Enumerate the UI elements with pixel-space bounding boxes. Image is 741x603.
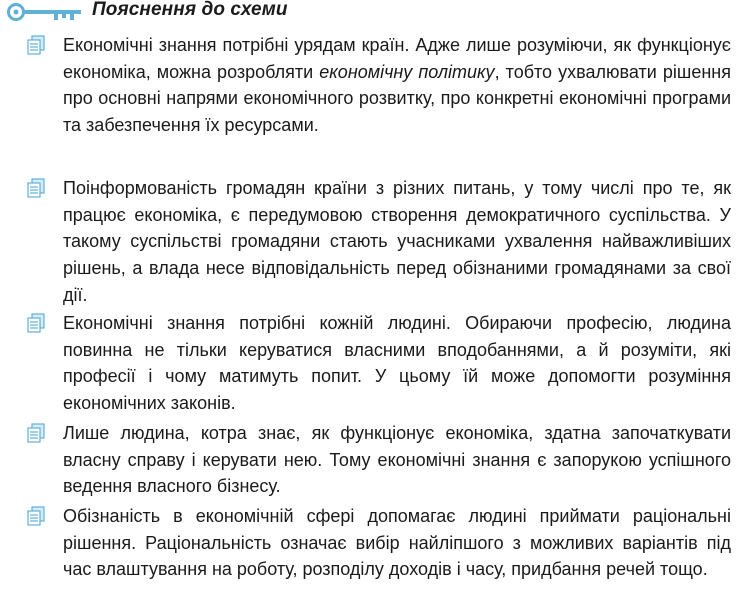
document-stack-icon (26, 423, 46, 443)
item-text-start: Економічні знання потрібні урядам країн. Адже лише розуміючи, як функціонує економіка, можна розробляти (63, 35, 731, 82)
term-economic-policy: економічну політику (319, 61, 495, 82)
section-header (0, 0, 741, 24)
item-text (63, 32, 731, 139)
item-text: Поінформованість громадян країни з різних питань, у тому числі про те, як працює економіка, є передумовою створення демократичного суспільства. У такому суспільстві громадяни стають учасниками ухвалення найважливіших рішень, а влада несе відповідальність перед обізнаними громадянами за свої дії. (63, 178, 731, 305)
document-stack-icon (26, 178, 46, 198)
item-text: Обізнаність в економічній сфері допомагає людині приймати раціональні рішення. Раціональність означає вибір найліпшого з можливих варіантів під час влаштування на роботу, розподілу доходів і часу, придбання речей тощо. (63, 506, 731, 580)
document-stack-icon (26, 506, 46, 526)
section-heading: Пояснення до схеми (92, 0, 288, 20)
item-text: Лише людина, котра знає, як функціонує економіка, здатна започаткувати власну справу і керувати нею. Тому економічні знання є запорукою успішного ведення власного бізнесу. (63, 423, 731, 497)
item-text: Економічні знання потрібні кожній людині. Обираючи професію, людина повинна не тільки керуватися власними вподобаннями, а й розуміти, які професії і чому матимуть попит. У цьому їй може допомогти розуміння економічних законів. (63, 313, 731, 414)
document-stack-icon (26, 35, 46, 55)
item-text-end: , тобто ухвалювати рішення про основні напрями економічного розвитку, про конкретні економічні програми та забезпечення їх ресурсами. (63, 61, 731, 136)
key-icon (6, 2, 86, 22)
document-stack-icon (26, 313, 46, 333)
